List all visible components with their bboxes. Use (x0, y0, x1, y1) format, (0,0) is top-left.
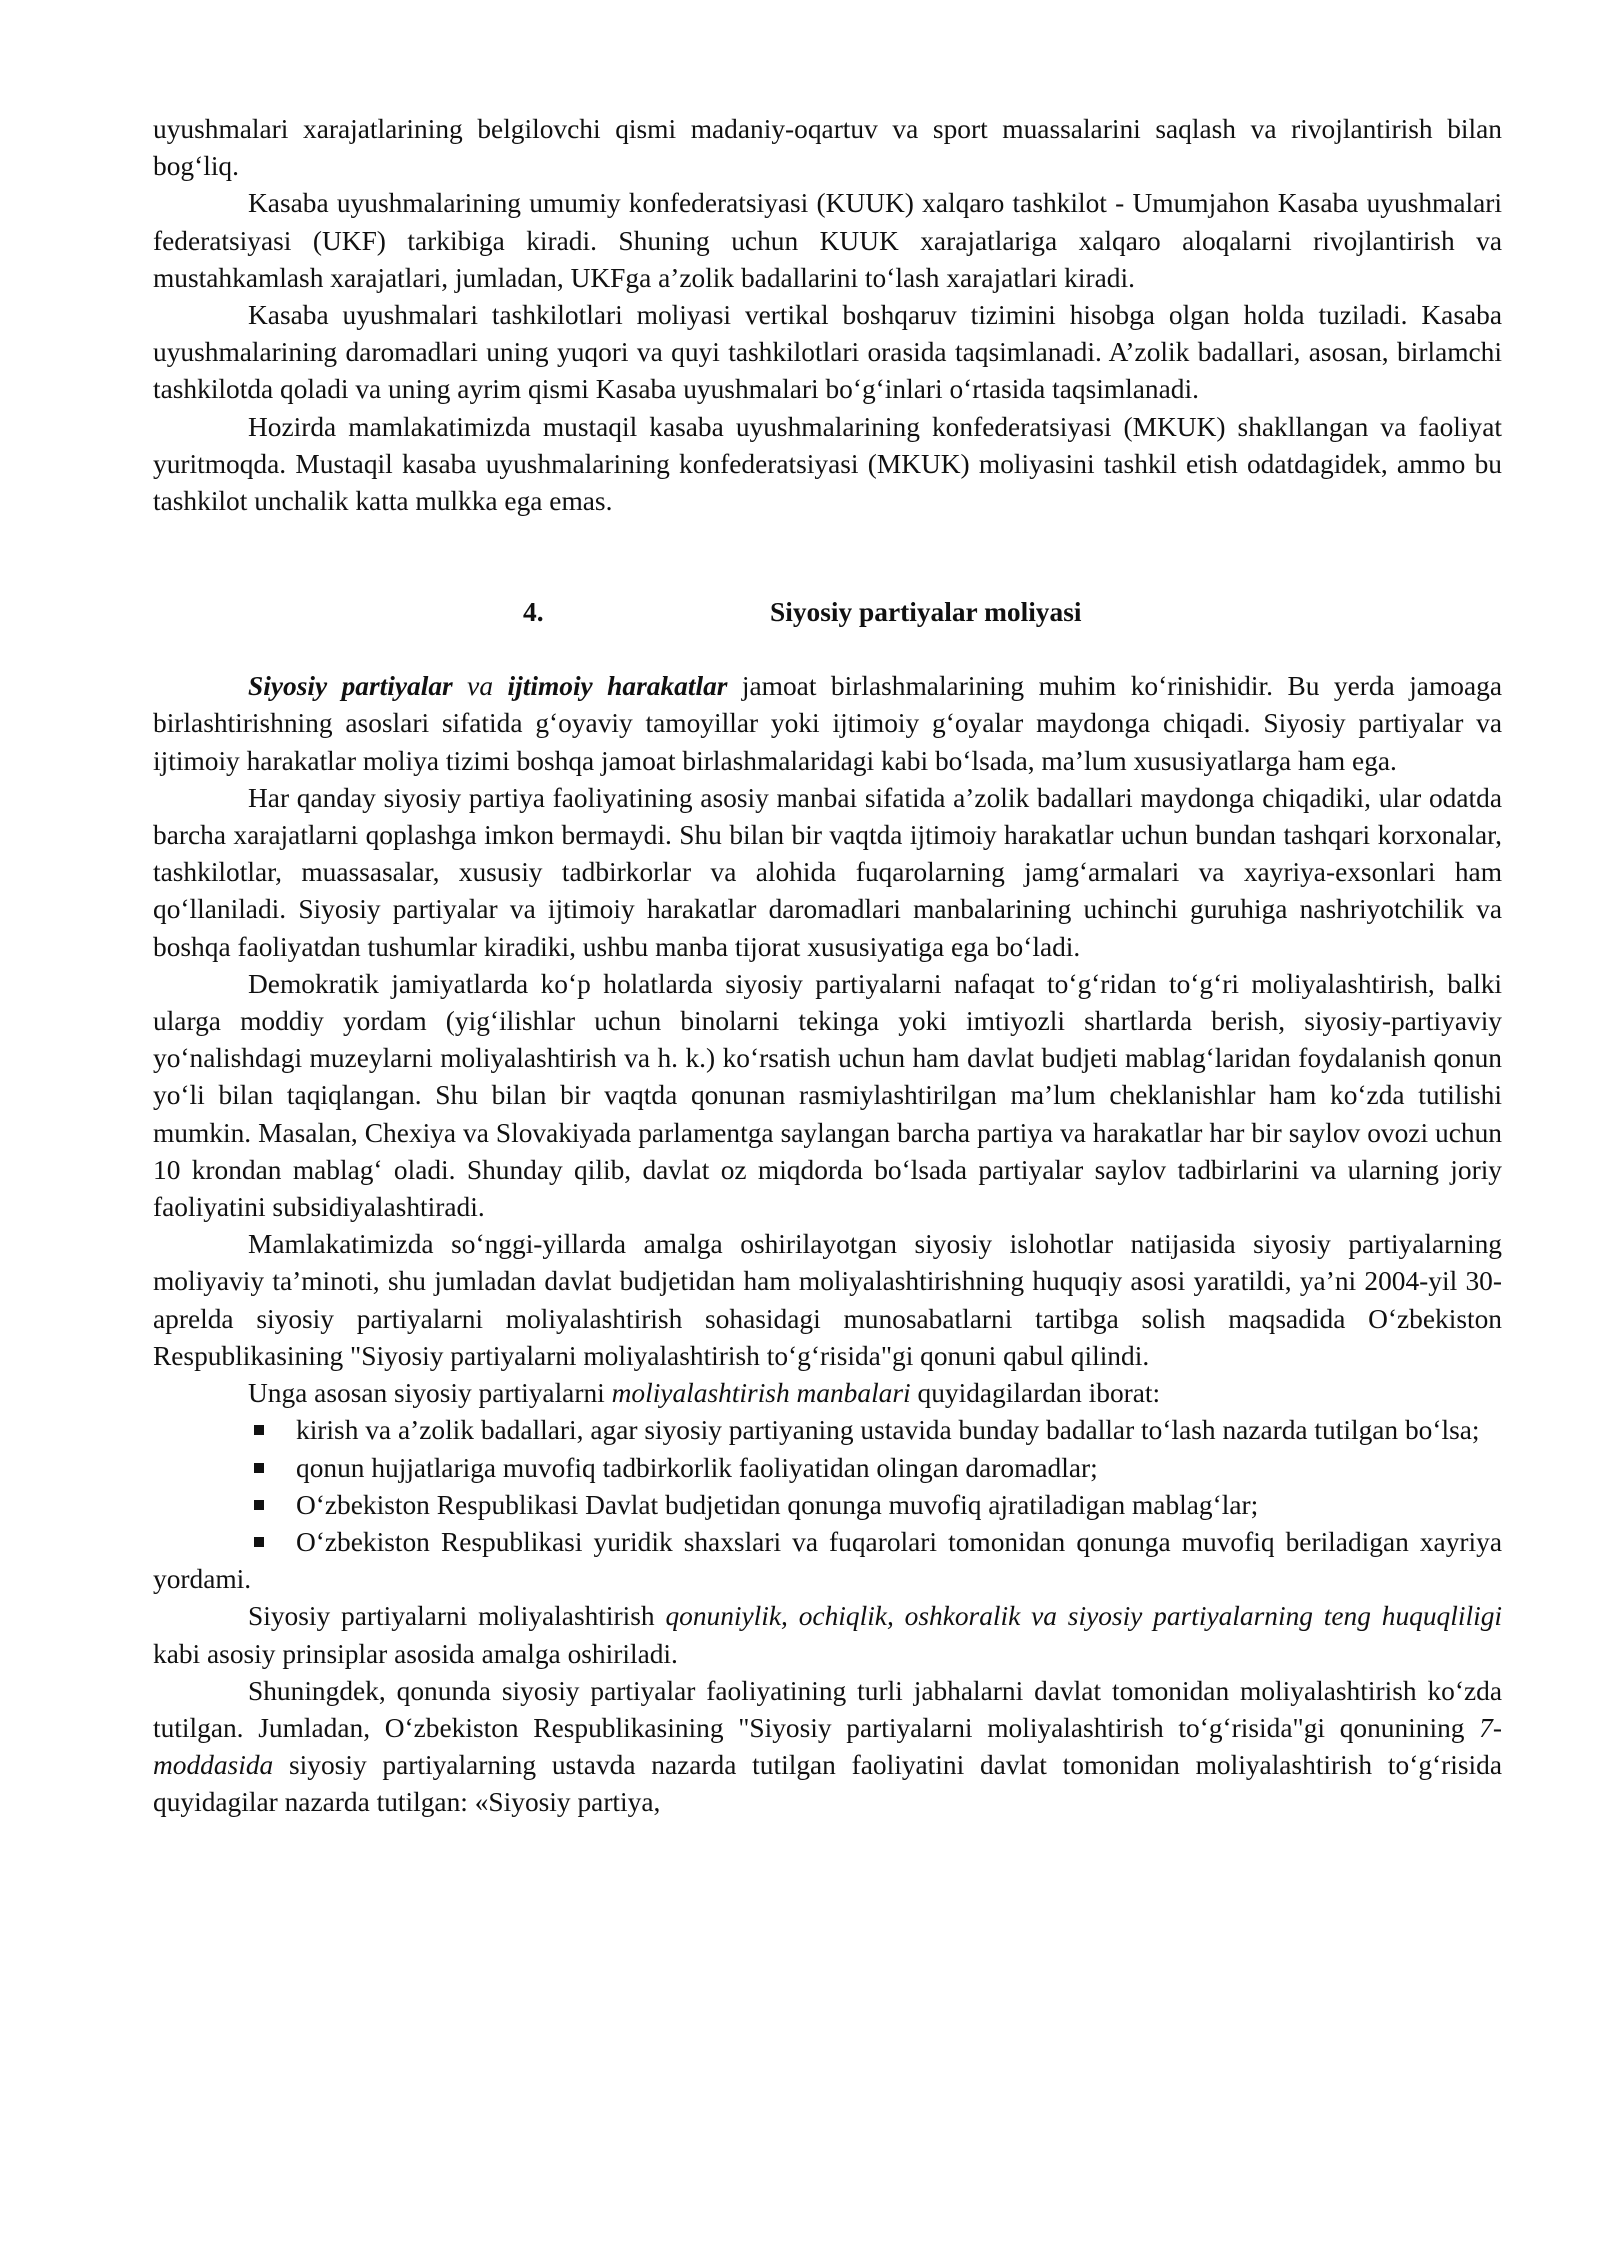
intro-paragraph (153, 668, 1502, 780)
paragraph-mid-0: Har qanday siyosiy partiya faoliyatining asosiy manbai sifatida a’zolik badallari maydonga chiqadiki, ular odatda barcha xarajatlarni qoplashga imkon bermaydi. Shu bilan bir vaqtda ijtimoiy harakatlar uchun bundan tashqari korxonalar, tashkilotlar, muassasalar, xususiy tadbirkorlar va alohida fuqarolarning jamg‘armalari va xayriya-exsonlari ham qo‘llaniladi. Siyosiy partiyalar va ijtimoiy harakatlar daromadlari manbalarining uchinchi guruhiga nashriyotchilik va boshqa faoliyatdan tushumlar kiradiki, ushbu manba tijorat xususiyatiga ega bo‘ladi. (153, 782, 1502, 962)
principles-emphasis: qonuniylik, ochiqlik, oshkoralik va siyosiy partiyalarning teng huquqliligi (665, 1601, 1502, 1632)
sources-intro-before: Unga asosan siyosiy partiyalarni (248, 1378, 612, 1409)
last-before: Shuningdek, qonunda siyosiy partiyalar faoliyatining turli jabhalarni davlat tomonidan moliyalashtirish ko‘zda tutilgan. Jumladan, O‘zbekiston Respublikasining "Siyosiy partiyalarni moliyalashtirish to‘g‘risida"gi qonunining (153, 1675, 1502, 1743)
principles-after: kabi asosiy prinsiplar asosida amalga oshiriladi. (153, 1638, 678, 1669)
bullet-item (153, 1412, 1502, 1449)
bullet-item (153, 1487, 1502, 1524)
intro-rest: jamoat birlashmalarining muhim ko‘rinishidir. Bu yerda jamoaga birlashtirishning asoslari sifatida g‘oyaviy tamoyillar yoki ijtimoiy g‘oyalar maydonga chiqadi. Siyosiy partiyalar va ijtimoiy harakatlar moliya tizimi boshqa jamoat birlashmalaridagi kabi bo‘lsada, ma’lum xususiyatlarga ham ega. (153, 671, 1502, 776)
conj-va: va (452, 671, 508, 702)
paragraph-mid-2: Mamlakatimizda so‘nggi-yillarda amalga oshirilayotgan siyosiy islohotlar natijasida siyosiy partiyalarning moliyaviy ta’minoti, shu jumladan davlat budjetidan ham moliyalashtirishning huquqiy asosi yaratildi, ya’ni 2004-yil 30-aprelda siyosiy partiyalarni moliyalashtirish sohasidagi munosabatlarni tartibga solish maqsadida O‘zbekiston Respublikasining "Siyosiy partiyalarni moliyalashtirish to‘g‘risida"gi qonuni qabul qilindi. (153, 1229, 1502, 1371)
term-social-movements: ijtimoiy harakatlar (507, 671, 728, 702)
last-after: siyosiy partiyalarning ustavda nazarda tutilgan faoliyatini davlat tomonidan moliyalashtirish to‘g‘risida quyidagilar nazarda tutilgan: «Siyosiy partiya, (153, 1750, 1502, 1818)
paragraph-top-0: uyushmalari xarajatlarining belgilovchi qismi madaniy-oqartuv va sport muassalarini saqlash va rivojlantirish bilan bog‘liq. (153, 114, 1502, 182)
bullet-item (153, 1450, 1502, 1487)
last-paragraph (153, 1673, 1502, 1822)
paragraph-top-3: Hozirda mamlakatimizda mustaqil kasaba uyushmalarining konfederatsiyasi (MKUK) shakllangan va faoliyat yuritmoqda. Mustaqil kasaba uyushmalarining konfederatsiyasi (MKUK) moliyasini tashkil etish odatdagidek, ammo bu tashkilot unchalik katta mulkka ega emas. (153, 411, 1502, 517)
square-bullet-icon (254, 1463, 264, 1473)
paragraph-mid-1: Demokratik jamiyatlarda ko‘p holatlarda siyosiy partiyalarni nafaqat to‘g‘ridan to‘g‘ri moliyalashtirish, balki ularga moddiy yordam (yig‘ilishlar uchun binolarni tekinga yoki imtiyozli shartlarda berish, siyosiy-partiyaviy yo‘nalishdagi muzeylarni moliyalashtirish va h. k.) ko‘rsatish uchun ham davlat budjeti mablag‘laridan foydalanish qonun yo‘li bilan taqiqlangan. Shu bilan bir vaqtda qonunan rasmiylashtirilgan ma’lum cheklanishlar ham ko‘zda tutilishi mumkin. Masalan, Chexiya va Slovakiyada parlamentga saylangan barcha partiya va harakatlar har bir saylov ovozi uchun 10 krondan mablag‘ oladi. Shunday qilib, davlat oz miqdorda bo‘lsada partiyalar saylov tadbirlarini va ularning joriy faoliyatini subsidiyalashtiradi. (153, 968, 1502, 1223)
paragraph-top-2: Kasaba uyushmalari tashkilotlari moliyasi vertikal boshqaruv tizimini hisobga olgan holda tuziladi. Kasaba uyushmalarining daromadlari uning yuqori va quyi tashkilotlari orasida taqsimlanadi. A’zolik badallari, asosan, birlamchi tashkilotda qoladi va uning ayrim qismi Kasaba uyushmalari bo‘g‘inlari o‘rtasida taqsimlanadi. (153, 300, 1502, 405)
bullet-text: O‘zbekiston Respublikasi Davlat budjetidan qonunga muvofiq ajratiladigan mablag‘lar; (296, 1489, 1259, 1520)
square-bullet-icon (254, 1537, 264, 1547)
principles-paragraph (153, 1598, 1502, 1672)
paragraph-top-1: Kasaba uyushmalarining umumiy konfederatsiyasi (KUUK) xalqaro tashkilot - Umumjahon Kasaba uyushmalari federatsiyasi (UKF) tarkibiga kiradi. Shuning uchun KUUK xarajatlariga xalqaro aloqalarni rivojlantirish va mustahkamlash xarajatlari, jumladan, UKFga a’zolik badallarini to‘lash xarajatlari kiradi. (153, 188, 1502, 293)
sources-intro-after: quyidagilardan iborat: (910, 1378, 1161, 1409)
square-bullet-icon (254, 1500, 264, 1510)
bullet-item (153, 1524, 1502, 1598)
square-bullet-icon (254, 1425, 264, 1435)
section-heading (153, 594, 1502, 631)
section-title: Siyosiy partiyalar moliyasi (770, 597, 1082, 628)
bullet-text: O‘zbekiston Respublikasi yuridik shaxslari va fuqarolari tomonidan qonunga muvofiq beriladigan xayriya yordami. (153, 1526, 1502, 1595)
sources-emphasis: moliyalashtirish manbalari (611, 1378, 911, 1409)
section-number: 4. (523, 597, 544, 628)
bullet-text: kirish va a’zolik badallari, agar siyosiy partiyaning ustavida bunday badallar to‘lash nazarda tutilgan bo‘lsa; (296, 1415, 1480, 1446)
document-page (153, 111, 1502, 1822)
bullet-text: qonun hujjatlariga muvofiq tadbirkorlik faoliyatidan olingan daromadlar; (296, 1452, 1098, 1483)
term-political-parties: Siyosiy partiyalar (248, 671, 453, 702)
article-reference: 7-moddasida (153, 1712, 1502, 1781)
sources-intro (153, 1375, 1502, 1412)
principles-before: Siyosiy partiyalarni moliyalashtirish (248, 1601, 666, 1632)
